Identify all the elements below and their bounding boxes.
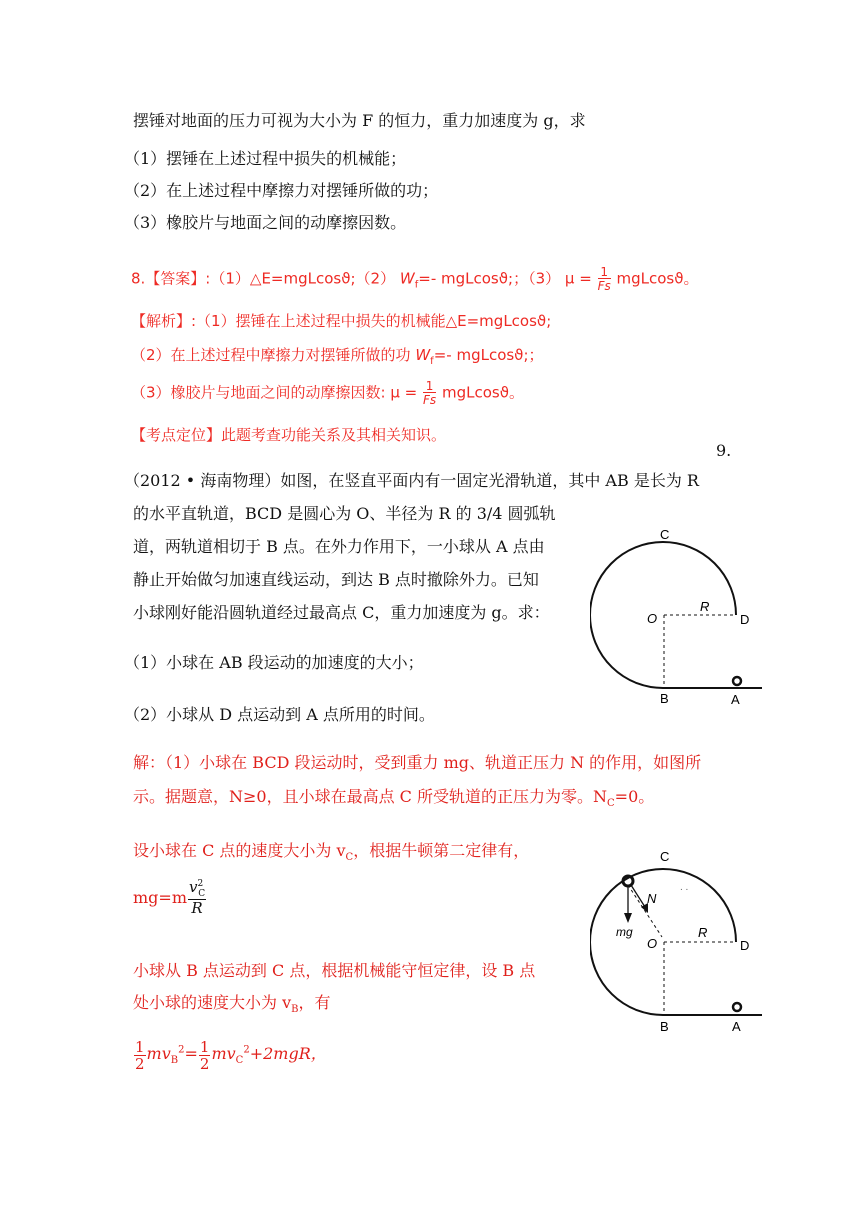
- analysis-line-3: [131, 380, 524, 406]
- answer-8-line: [131, 266, 699, 297]
- solution-line-2-sub: C: [607, 798, 615, 810]
- label-a: A: [731, 692, 740, 707]
- label-r: R: [700, 599, 710, 614]
- label-c: C: [660, 527, 670, 542]
- solution-line-3-end: ，根据牛顿第二定律有，: [353, 841, 530, 860]
- answer-8-w: W: [399, 269, 415, 288]
- equation-1-left: mg=m: [133, 888, 187, 907]
- analysis-2-end: =- mgLcosϑ;；: [433, 346, 544, 364]
- equation-2-half-b: $\frac{1}{2}$: [199, 1038, 210, 1073]
- label-dots: . .: [680, 882, 689, 893]
- label-d: D: [740, 938, 750, 953]
- equation-1: [133, 880, 207, 916]
- analysis-3-fraction: $\frac{1}{Fs}$: [423, 379, 437, 407]
- intro-line: 摆锤对地面的压力可视为大小为 F 的恒力，重力加速度为 g，求: [133, 111, 586, 130]
- solution-line: 解：（1）小球在 BCD 段运动时，受到重力 mg、轨道正压力 N 的作用，如图所: [133, 753, 702, 772]
- track-diagram: [590, 520, 770, 715]
- label-b: B: [660, 691, 669, 706]
- label-n: N: [647, 891, 657, 906]
- label-o: O: [647, 936, 658, 951]
- label-c: C: [660, 849, 670, 864]
- solution-line-3-text: 设小球在 C 点的速度大小为 v: [133, 841, 346, 860]
- solution-line: [133, 840, 529, 869]
- analysis-3-end: mgLcosϑ。: [441, 383, 524, 402]
- question-9-line: （2012 • 海南物理）如图，在竖直平面内有一固定光滑轨道，其中 AB 是长为 R: [124, 471, 699, 490]
- answer-8-end: mgLcosϑ。: [616, 269, 699, 288]
- answer-8-wsub: f: [414, 279, 419, 291]
- analysis-line-2: [131, 344, 544, 373]
- question-9-line: 的水平直轨道，BCD 是圆心为 O、半径为 R 的 3/4 圆弧轨: [133, 504, 556, 523]
- label-d: D: [740, 612, 750, 627]
- question-2: （2）在上述过程中摩擦力对摆锤所做的功；: [124, 181, 439, 200]
- equation-2-half-a: $\frac{1}{2}$: [135, 1038, 145, 1073]
- question-9-sub-2: （2）小球从 D 点运动到 A 点所用的时间。: [124, 705, 435, 724]
- solution-line: 小球从 B 点运动到 C 点，根据机械能守恒定律，设 B 点: [133, 961, 536, 980]
- question-9-line: 道，两轨道相切于 B 点。在外力作用下，一小球从 A 点由: [133, 537, 545, 556]
- question-3: （3）橡胶片与地面之间的动摩擦因数。: [124, 213, 407, 232]
- label-a: A: [732, 1019, 741, 1034]
- solution-line: [133, 992, 331, 1021]
- analysis-2-text: （2）在上述过程中摩擦力对摆锤所做的功: [131, 346, 411, 364]
- question-9-line: 小球刚好能沿圆轨道经过最高点 C，重力加速度为 g。求：: [133, 603, 550, 622]
- force-diagram: [590, 845, 780, 1045]
- question-9-sub-1: （1）小球在 AB 段运动的加速度的大小；: [124, 653, 424, 672]
- question-1: （1）摆锤在上述过程中损失的机械能；: [124, 149, 407, 168]
- solution-line-3-sub: C: [345, 852, 354, 864]
- solution-line-5-end: ，有: [298, 993, 331, 1012]
- equation-1-fraction: $\frac{v^2_C}{R}$: [189, 878, 206, 917]
- answer-8-prefix: 8.【答案】:（1）△E=mgLcosϑ;（2）: [131, 269, 396, 288]
- solution-line: [133, 786, 654, 815]
- label-mg: mg: [616, 925, 633, 939]
- analysis-2-wsub: f: [430, 356, 434, 367]
- solution-line-5-sub: B: [291, 1004, 299, 1016]
- key-point-line: 【考点定位】此题考查功能关系及其相关知识。: [131, 426, 447, 444]
- solution-line-2-end: =0。: [614, 787, 655, 806]
- label-r: R: [698, 925, 708, 940]
- label-o: O: [647, 611, 658, 626]
- label-b: B: [660, 1019, 669, 1034]
- question-9-line: 静止开始做匀加速直线运动，到达 B 点时撤除外力。已知: [133, 570, 539, 589]
- equation-2: $\frac{1}{2}$ $mv_B^2=$ $\frac{1}{2}$ $mv_C^2+2mgR$，: [135, 1038, 327, 1073]
- analysis-3-text: （3）橡胶片与地面之间的动摩擦因数: μ =: [131, 383, 418, 402]
- answer-8-fraction: $\frac{1}{Fs}$: [597, 265, 611, 293]
- question-9-number: 9.: [716, 441, 732, 460]
- answer-8-mid: =- mgLcosϑ;；（3） μ =: [418, 269, 592, 288]
- analysis-line-1: 【解析】:（1）摆锤在上述过程中损失的机械能△E=mgLcosϑ;: [131, 312, 552, 330]
- analysis-2-w: W: [415, 346, 431, 364]
- solution-line-5-text: 处小球的速度大小为 v: [133, 993, 292, 1012]
- solution-line-2-text: 示。据题意，N≥0，且小球在最高点 C 所受轨道的正压力为零。N: [133, 787, 608, 806]
